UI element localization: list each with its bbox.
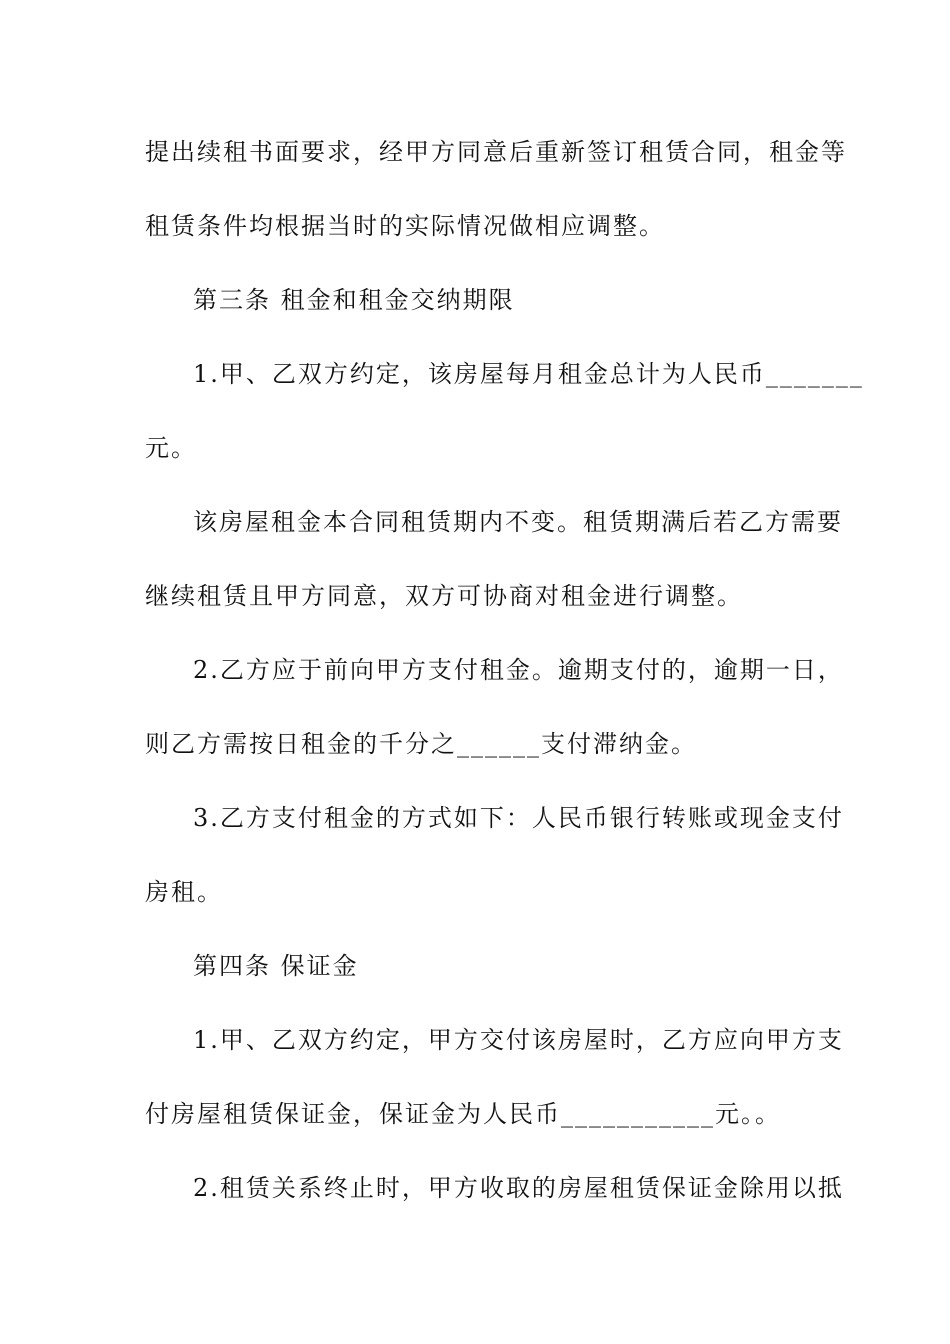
body-text-line: 2.租赁关系终止时，甲方收取的房屋租赁保证金除用以抵: [193, 1174, 844, 1202]
body-text-line: 2.乙方应于前向甲方支付租金。逾期支付的，逾期一日，: [193, 656, 844, 684]
body-text-line: 该房屋租金本合同租赁期内不变。租赁期满后若乙方需要: [193, 508, 843, 536]
body-text-line: 房租。: [145, 878, 223, 906]
body-text-line: 则乙方需按日租金的千分之______支付滞纳金。: [145, 730, 697, 758]
body-text-line: 提出续租书面要求，经甲方同意后重新签订租赁合同，租金等: [145, 138, 847, 166]
section-heading: 第四条 保证金: [193, 952, 359, 980]
body-text-line: 租赁条件均根据当时的实际情况做相应调整。: [145, 212, 665, 240]
body-text-line: 1.甲、乙双方约定，该房屋每月租金总计为人民币_______: [193, 360, 864, 388]
body-text-line: 1.甲、乙双方约定，甲方交付该房屋时，乙方应向甲方支: [193, 1026, 844, 1054]
body-text-line: 付房屋租赁保证金，保证金为人民币___________元。。: [145, 1100, 781, 1128]
body-text-line: 继续租赁且甲方同意，双方可协商对租金进行调整。: [145, 582, 743, 610]
body-text-line: 3.乙方支付租金的方式如下：人民币银行转账或现金支付: [193, 804, 844, 832]
section-heading: 第三条 租金和租金交纳期限: [193, 286, 515, 314]
body-text-line: 元。: [145, 434, 197, 462]
